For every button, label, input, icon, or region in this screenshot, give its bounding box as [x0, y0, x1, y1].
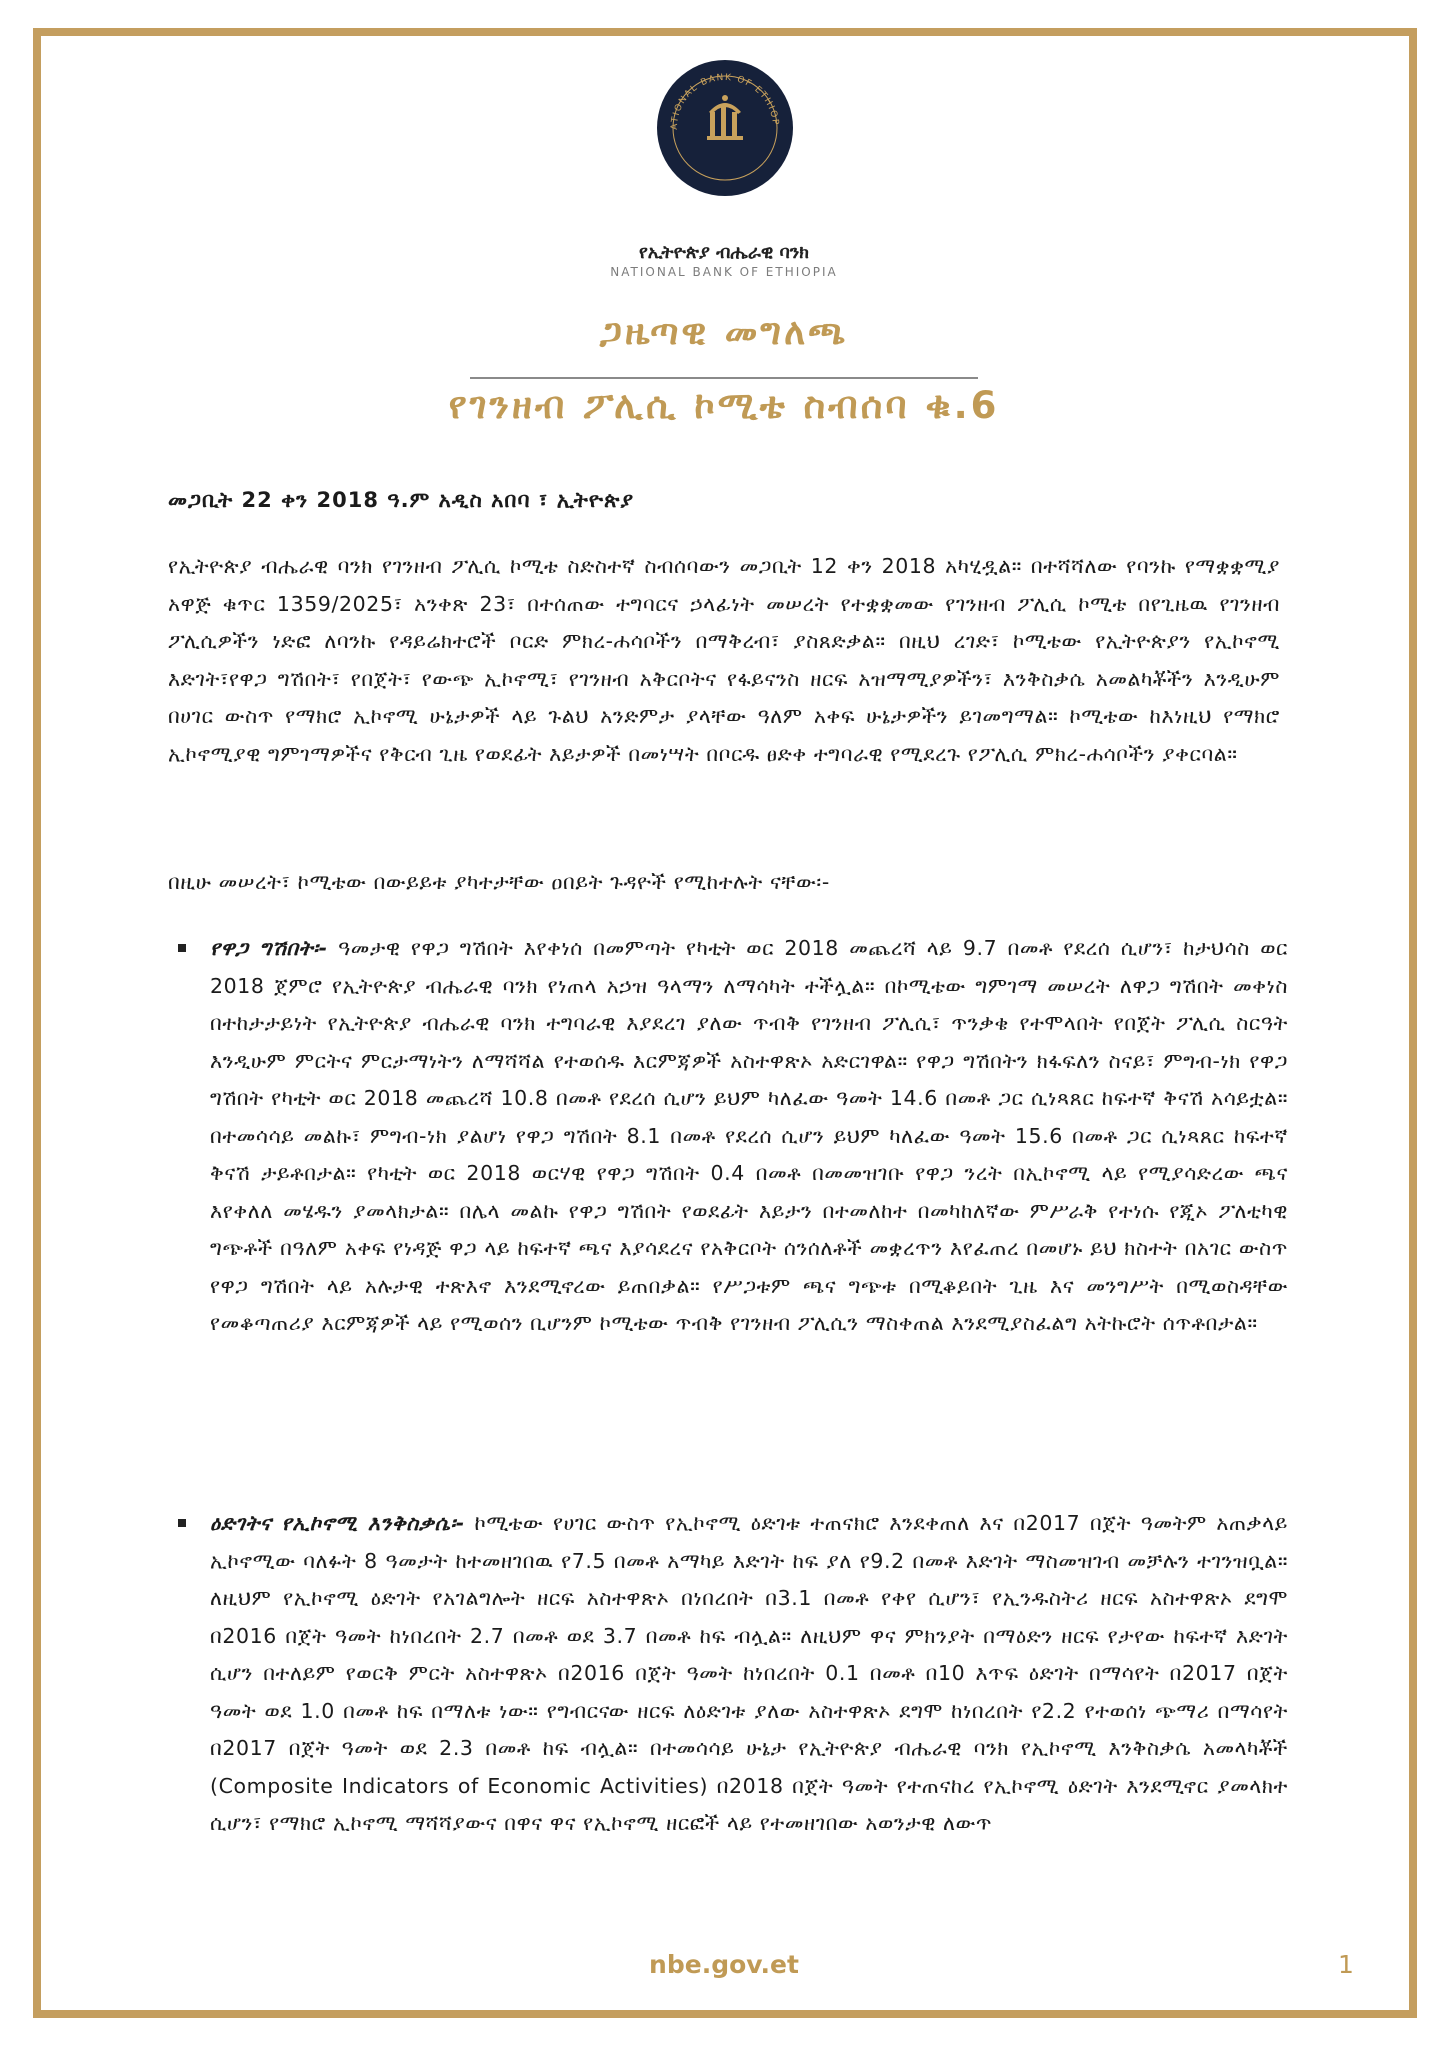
- bullet-marker: [178, 944, 186, 952]
- svg-text:NATIONAL BANK OF ETHIOPIA: ATIONAL BANK OF ETHIOP: [669, 72, 781, 131]
- bullet-body: [210, 930, 1288, 1343]
- bullet-heading: የዋጋ ግሽበት፡-: [210, 936, 328, 960]
- page-number: 1: [1338, 1950, 1354, 1979]
- intro-paragraph: የኢትዮጵያ ብሔራዊ ባንክ የገንዘብ ፖሊሲ ኮሚቴ ስድስተኛ ስብሰባውን መጋቢት 12 ቀን 2018 አካሂዷል። በተሻሻለው የባንኩ የማቋቋሚያ አዋጅ ቁጥር 1359/2025፣ አንቀጽ 23፣ በተሰጠው ተግባርና ኃላፊነት መሠረት የተቋቋመው የገንዘብ ፖሊሲ ኮሚቴ በየጊዜዉ የገንዘብ ፖሊሲዎችን ነድፎ ለባንኩ የዳይሬክተሮች ቦርድ ምክረ-ሐሳቦችን በማቅረብ፣ ያስጸድቃል። በዚህ ረገድ፣ ኮሚቴው የኢትዮጵያን የኢኮኖሚ እድገት፣የዋጋ ግሽበት፣ የበጀት፣ የውጭ ኢኮኖሚ፣ የገንዘብ አቅርቦትና የፋይናንስ ዘርፍ አዝማሚያዎችን፣ እንቅስቃሴ አመልካቾችን እንዲሁም በሀገር ውስጥ የማክሮ ኢኮኖሚ ሁኔታዎች ላይ ጉልህ አንድምታ ያላቸው ዓለም አቀፍ ሁኔታዎችን ይገመግማል። ኮሚቴው ከእነዚህ የማክሮ ኢኮኖሚያዊ ግምገማዎችና የቅርብ ጊዜ የወደፊት እይታዎች በመነሣት በቦርዱ ፀድቀ ተግባራዊ የሚደረጉ የፖሊሲ ምክረ-ሐሳቦችን ያቀርባል።: [168, 554, 1280, 766]
- bullet-body: [210, 1505, 1288, 1843]
- lead-paragraph: በዚሁ መሠረት፣ ኮሚቴው በውይይቱ ያካተታቸው ዐበይት ጉዳዮች የሚከተሉት ናቸው፡-: [168, 870, 830, 894]
- bullet-text: ኮሚቴው የሀገር ውስጥ የኢኮኖሚ ዕድገቱ ተጠናክሮ እንደቀጠለ እና በ2017 በጀት ዓመትም አጠቃላይ ኢኮኖሚው ባለፉት 8 ዓመታት ከተመዘገበዉ የ7.5 በመቶ አማካይ እድገት ከፍ ያለ የ9.2 በመቶ እድገት ማስመዝገብ መቻሉን ተገንዝቧል። ለዚህም የኢኮኖሚ ዕድገት የአገልግሎት ዘርፍ አስተዋጽኦ በነበረበት በ3.1 በመቶ የቀየ ሲሆን፣ የኢንዱስትሪ ዘርፍ አስተዋጽኦ ደግሞ በ2016 በጀት ዓመት ከነበረበት 2.7 በመቶ ወደ 3.7 በመቶ ከፍ ብሏል። ለዚህም ዋና ምክንያት በማዕድን ዘርፍ የታየው ከፍተኛ እድገት ሲሆን በተለይም የወርቅ ምርት አስተዋጽኦ በ2016 በጀት ዓመት ከነበረበት 0.1 በመቶ በ10 እጥፍ ዕድገት በማሳየት በ2017 በጀት ዓመት ወደ 1.0 በመቶ ከፍ በማለቱ ነው። የግብርናው ዘርፍ ለዕድገቱ ያለው አስተዋጽኦ ደግሞ ከነበረበት የ2.2 የተወሰነ ጭማሪ በማሳየት በ2017 በጀት ዓመት ወደ 2.3 በመቶ ከፍ ብሏል። በተመሳሳይ ሁኔታ የኢትዮጵያ ብሔራዊ ባንክ የኢኮኖሚ እንቅስቃሴ አመላካቾች (Composite Indicators of Economic Activities) በ2018 በጀት ዓመት የተጠናከረ የኢኮኖሚ ዕድገት እንደሚኖር ያመላክተ ሲሆን፣ የማክሮ ኢኮኖሚ ማሻሻያውና በዋና ዋና የኢኮኖሚ ዘርፎች ላይ የተመዘገበው አወንታዊ ለውጥ: [210, 1511, 1288, 1835]
- bank-name-amharic: የኢትዮጵያ ብሔራዊ ባንክ: [639, 242, 809, 263]
- bullet-marker: [178, 1519, 186, 1527]
- bullet-text: ዓመታዊ የዋጋ ግሽበት እየቀነሰ በመምጣት የካቲት ወር 2018 መጨረሻ ላይ 9.7 በመቶ የደረሰ ሲሆን፣ ከታህሳስ ወር 2018 ጀምሮ የኢትዮጵያ ብሔራዊ ባንክ የነጠላ አኃዝ ዓላማን ለማሳካት ተችሏል። በኮሚቴው ግምገማ መሠረት ለዋጋ ግሽበት መቀነስ በተከታታይነት የኢትዮጵያ ብሔራዊ ባንክ ተግባራዊ እያደረገ ያለው ጥብቅ የገንዘብ ፖሊሲ፣ ጥንቃቄ የተሞላበት የበጀት ፖሊሲ ስርዓት እንዲሁም ምርትና ምርታማነትን ለማሻሻል የተወሰዱ እርምጃዎች አስተዋጽኦ አድርገዋል። የዋጋ ግሽበትን ክፋፍለን ስናይ፣ ምግብ-ነክ የዋጋ ግሽበት የካቲት ወር 2018 መጨረሻ 10.8 በመቶ የደረሰ ሲሆን ይህም ካለፈው ዓመት 14.6 በመቶ ጋር ሲነጻጸር ከፍተኛ ቅናሽ አሳይቷል። በተመሳሳይ መልኩ፣ ምግብ-ነክ ያልሆነ የዋጋ ግሽበት 8.1 በመቶ የደረሰ ሲሆን ይህም ካለፈው ዓመት 15.6 በመቶ ጋር ሲነጻጸር ከፍተኛ ቅናሽ ታይቶበታል። የካቲት ወር 2018 ወርሃዊ የዋጋ ግሽበት 0.4 በመቶ በመመዝገቡ የዋጋ ንረት በኢኮኖሚ ላይ የሚያሳድረው ጫና እየቀለለ መሄዱን ያመላክታል። በሌላ መልኩ የዋጋ ግሽበት የወደፊት እይታን በተመለከተ በመካከለኛው ምሥራቅ የተነሱ የጂኦ ፖለቲካዊ ግጭቶች በዓለም አቀፍ የነዳጅ ዋጋ ላይ ከፍተኛ ጫና እያሳደረና የአቅርቦት ሰንሰለቶች መቋረጥን እየፈጠረ በመሆኑ ይህ ክስተት በአገር ውስጥ የዋጋ ግሽበት ላይ አሉታዊ ተጽእኖ እንደሚኖረው ይጠበቃል። የሥጋቱም ጫና ግጭቱ በሚቆይበት ጊዜ እና መንግሥት በሚወስዳቸው የመቆጣጠሪያ እርምጃዎች ላይ የሚወሰን ቢሆንም ኮሚቴው ጥብቅ የገንዘብ ፖሊሲን ማስቀጠል እንደሚያስፈልግ አትኩሮት ሰጥቶበታል።: [210, 936, 1288, 1335]
- document-type: ጋዜጣዊ መግለጫ: [599, 312, 849, 353]
- bullet-heading: ዕድገትና የኢኮኖሚ እንቅስቃሴ፡-: [210, 1511, 465, 1535]
- bank-name-english: NATIONAL BANK OF ETHIOPIA: [610, 265, 838, 279]
- nbe-seal-logo: [655, 58, 795, 198]
- bullet-growth: [178, 1505, 1288, 1843]
- dateline: መጋቢት 22 ቀን 2018 ዓ.ም አዲስ አበባ ፣ ኢትዮጵያ: [168, 488, 635, 512]
- title-divider: [470, 377, 978, 379]
- footer-url-link[interactable]: nbe.gov.et: [649, 1950, 799, 1979]
- bullet-inflation: [178, 930, 1288, 1343]
- page-title: የገንዘብ ፖሊሲ ኮሚቴ ስብሰባ ቁ.6: [448, 384, 1000, 427]
